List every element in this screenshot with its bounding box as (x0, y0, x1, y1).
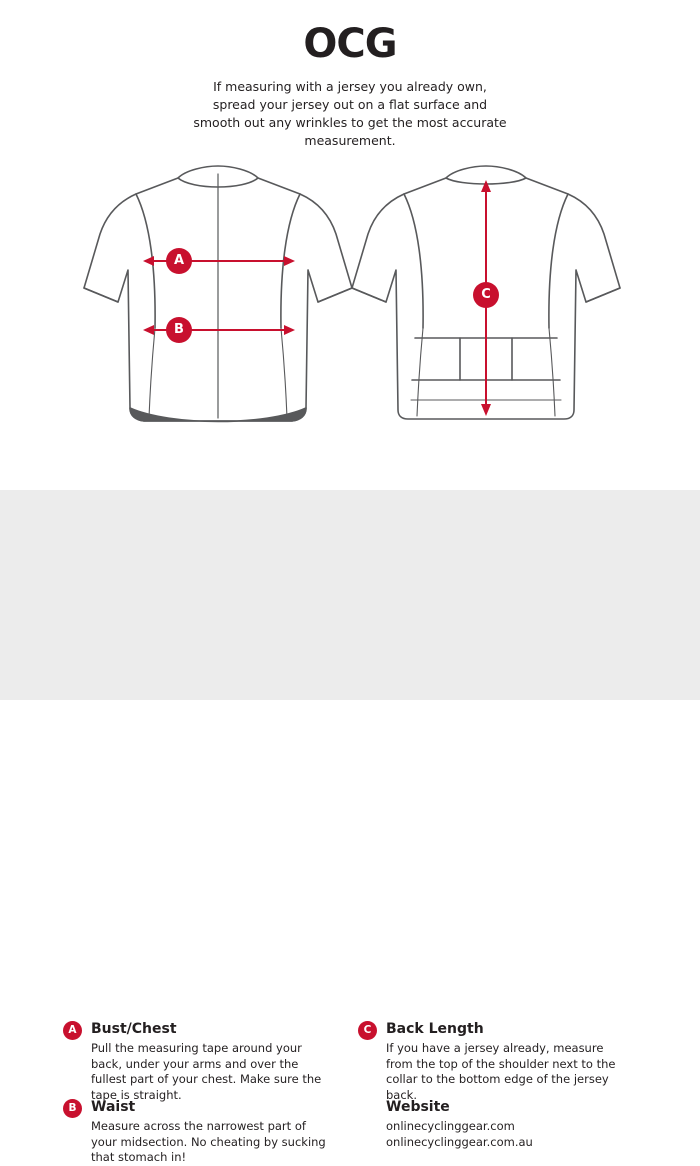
legend-title-back-length: Back Length (386, 1021, 484, 1037)
marker-badge-c: C (473, 282, 499, 308)
legend-badge-c: C (358, 1021, 377, 1040)
brand-logo: OCG (303, 21, 397, 67)
website-title: Website (386, 1099, 450, 1115)
legend-item-waist (63, 1098, 328, 1166)
legend-body-waist: Measure across the narrowest part of your midsection. No cheating by sucking that stomach in! (91, 1119, 326, 1164)
marker-badge-a: A (166, 248, 192, 274)
legend-panel (0, 490, 700, 1164)
legend-item-back-length (358, 1020, 623, 1103)
legend-badge-a: A (63, 1021, 82, 1040)
legend-body-back-length: If you have a jersey already, measure from the top of the shoulder next to the collar to the bottom edge of the jersey back. (386, 1041, 616, 1102)
intro-text: If measuring with a jersey you already own, spread your jersey out on a flat surface and smooth out any wrinkles to get the most accurate measurement. (193, 79, 507, 148)
legend-title-bust-chest: Bust/Chest (91, 1021, 177, 1037)
jersey-diagram (0, 160, 700, 490)
website-links (386, 1119, 623, 1150)
legend-title-waist: Waist (91, 1099, 136, 1115)
jersey-front-outline (84, 166, 352, 422)
legend-body-bust-chest: Pull the measuring tape around your back, under your arms and over the fullest part of your chest. Make sure the tape is straight. (91, 1041, 322, 1102)
website-block (358, 1098, 623, 1150)
marker-badge-b: B (166, 317, 192, 343)
legend-item-bust-chest (63, 1020, 328, 1103)
legend-badge-b: B (63, 1099, 82, 1118)
website-link-com-au[interactable]: onlinecyclinggear.com.au (386, 1134, 533, 1149)
website-link-com[interactable]: onlinecyclinggear.com (386, 1119, 515, 1133)
